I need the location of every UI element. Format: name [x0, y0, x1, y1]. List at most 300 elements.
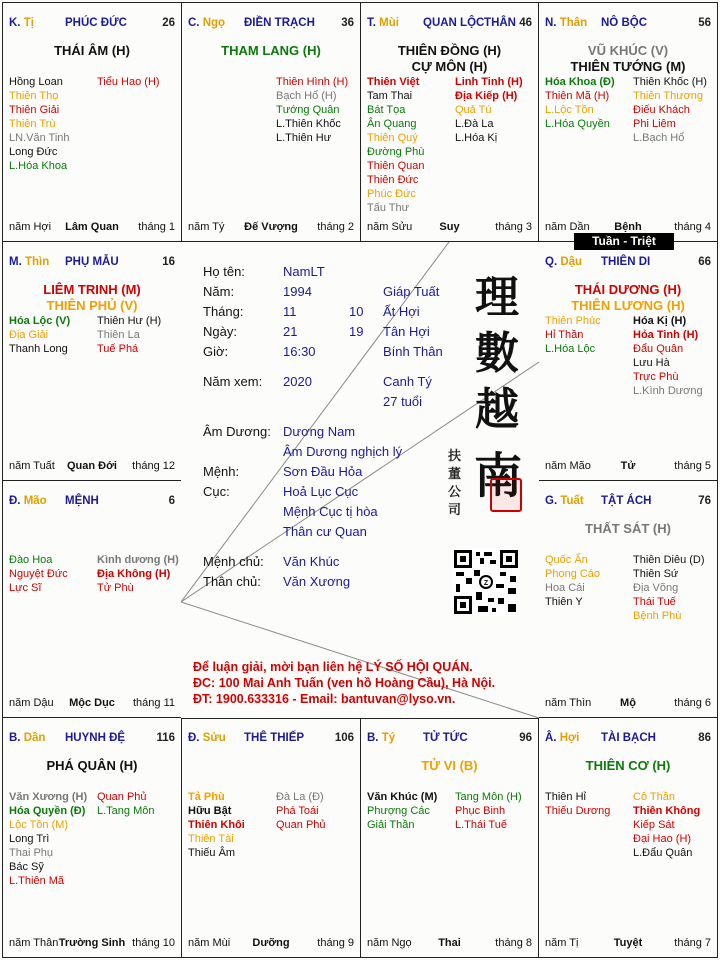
star-item: Đại Hao (H): [633, 833, 692, 845]
star-item: Ân Quang: [367, 118, 417, 130]
palace-branch: [9, 495, 47, 507]
month-label: tháng 1: [138, 221, 175, 233]
stars-left: [545, 75, 615, 131]
main-star: THIÊN PHỦ (V): [46, 298, 138, 313]
branch-name: Ngọ: [202, 17, 226, 29]
star-item: Thiên Thương: [633, 90, 704, 102]
view-year-label: Năm xem:: [203, 374, 263, 389]
palace-dau: [538, 241, 718, 481]
star-item: Bác Sỹ: [9, 861, 44, 873]
stars-right: [633, 75, 707, 145]
month-solar: 11: [283, 304, 297, 319]
contact-line-2: ĐC: 100 Mai Anh Tuấn (ven hồ Hoàng Cầu), Hà Nội.: [193, 676, 496, 690]
star-item: Văn Khúc (M): [367, 791, 438, 803]
star-item: Thai Phụ: [9, 847, 54, 859]
palace-footer: [367, 221, 532, 235]
star-item: Thái Tuế: [633, 596, 676, 608]
life-stage: Lâm Quan: [65, 221, 119, 233]
star-item: Phi Liêm: [633, 118, 676, 130]
palace-name: TÀI BẠCH: [601, 732, 656, 744]
calligraphy-char: 南: [473, 448, 522, 504]
star-item: L.Thái Tuế: [455, 819, 507, 831]
star-item: Đường Phù: [367, 146, 425, 158]
branch-name: Sửu: [202, 732, 226, 744]
main-star: CỰ MÔN (H): [411, 59, 488, 74]
star-item: Linh Tinh (H): [455, 76, 523, 88]
calligraphy-title: [467, 270, 527, 438]
palace-header: [9, 495, 175, 511]
star-item: Thiên Thọ: [9, 90, 59, 102]
star-item: Thiên Hư (H): [97, 315, 162, 327]
year-label: năm Tuất: [9, 460, 55, 472]
age-value: 27 tuổi: [383, 394, 423, 409]
star-item: Địa Giải: [9, 329, 49, 341]
main-star: THÁI DƯƠNG (H): [574, 282, 682, 297]
qr-code-icon: [452, 548, 520, 616]
branch-name: Thân: [559, 17, 588, 29]
star-item: Bạch Hổ (H): [276, 90, 337, 102]
year-value: 1994: [283, 284, 312, 299]
palace-footer: [9, 460, 175, 474]
palace-header: [188, 17, 354, 33]
star-item: Phong Cáo: [545, 568, 601, 580]
year-label: năm Mùi: [188, 937, 231, 949]
branch-name: Hợi: [559, 732, 580, 744]
star-item: Tuế Phá: [97, 343, 139, 355]
palace-number: 116: [156, 732, 175, 744]
palace-name: MỆNH: [65, 495, 99, 507]
name-label: Họ tên:: [203, 264, 245, 279]
star-item: Thiên Không: [633, 805, 701, 817]
main-star: THIÊN TƯỚNG (M): [570, 59, 686, 74]
star-item: Điếu Khách: [633, 104, 690, 116]
star-item: Lưu Hà: [633, 357, 670, 369]
star-item: L.Thiên Hư: [276, 132, 332, 144]
menh-chu-label: Mệnh chủ:: [203, 554, 264, 569]
palace-name: TỬ TỨC: [423, 732, 468, 744]
star-item: Tướng Quân: [276, 104, 340, 116]
palace-number: 56: [698, 17, 711, 29]
main-stars: [3, 282, 181, 314]
star-item: Quan Phủ: [97, 791, 147, 803]
star-item: Thiên La: [97, 329, 140, 341]
hour-can-chi: Bính Thân: [383, 344, 443, 359]
star-item: Hồng Loan: [9, 76, 63, 88]
star-item: Thiên Hình (H): [276, 76, 349, 88]
hour-value: 16:30: [283, 344, 316, 359]
palace-ty2: [360, 717, 539, 958]
star-item: Thiên Y: [545, 596, 583, 608]
star-item: Thiếu Âm: [188, 847, 236, 859]
branch-prefix: Đ.: [9, 495, 24, 507]
am-duong-label: Âm Dương:: [203, 424, 271, 439]
branch-prefix: N.: [545, 17, 560, 29]
branch-prefix: Â.: [545, 732, 560, 744]
branch-prefix: K.: [9, 17, 24, 29]
year-label: năm Dần: [545, 221, 590, 233]
branch-prefix: B.: [367, 732, 382, 744]
palace-number: 86: [698, 732, 711, 744]
stars-left: [545, 553, 600, 609]
than-chu-value: Văn Xương: [283, 574, 351, 589]
stars-left: [367, 790, 437, 832]
star-item: Nguyệt Đức: [9, 568, 68, 580]
star-item: Quả Tú: [455, 104, 492, 116]
palace-ngo: [181, 2, 361, 242]
view-year-value: 2020: [283, 374, 312, 389]
am-duong-value: Dương Nam: [283, 424, 356, 439]
palace-number: 36: [341, 17, 354, 29]
month-label: tháng 6: [674, 697, 711, 709]
red-seal-stamp: [490, 478, 522, 512]
life-stage: Bệnh: [614, 221, 642, 233]
star-item: Hữu Bật: [188, 805, 232, 817]
palace-than: [538, 2, 718, 242]
palace-ty: [2, 2, 182, 242]
star-item: Thiếu Dương: [545, 805, 611, 817]
main-star: PHÁ QUÂN (H): [46, 758, 138, 773]
year-can-chi: Giáp Tuất: [383, 284, 440, 299]
branch-prefix: G.: [545, 495, 561, 507]
star-item: L.Hóa Kị: [455, 132, 498, 144]
year-label: năm Mão: [545, 460, 591, 472]
star-item: Địa Võng: [633, 582, 679, 594]
life-stage: Trường Sinh: [58, 937, 126, 949]
calligraphy-char: 越: [475, 384, 519, 435]
month-lunar: 10: [349, 304, 364, 319]
palace-number: 46: [519, 17, 532, 29]
star-item: Thiên Sứ: [633, 568, 679, 580]
stars-right: [633, 314, 703, 398]
palace-footer: [367, 937, 532, 951]
palace-footer: [9, 937, 175, 951]
calligraphy-char: 數: [475, 328, 519, 379]
life-stage: Suy: [439, 221, 460, 233]
palace-branch: [545, 256, 582, 268]
branch-name: Mão: [23, 495, 47, 507]
branch-name: Tý: [381, 732, 396, 744]
branch-name: Tuất: [560, 495, 584, 507]
year-label: năm Dậu: [9, 697, 54, 709]
star-item: Đẩu Quân: [633, 343, 684, 355]
star-item: Tang Môn (H): [455, 791, 522, 803]
star-item: L.Hóa Lộc: [545, 343, 596, 355]
star-item: Thiên Khôi: [188, 819, 245, 831]
am-duong-note: Âm Dương nghịch lý: [283, 444, 403, 459]
palace-header: [367, 732, 532, 748]
palace-number: 6: [168, 495, 175, 507]
main-star: VŨ KHÚC (V): [587, 43, 669, 58]
month-label: Tháng:: [203, 304, 244, 319]
star-item: Thiên Quan: [367, 160, 425, 172]
palace-branch: [188, 732, 226, 744]
stars-left: [367, 75, 424, 215]
life-stage: Mộc Dục: [69, 697, 115, 709]
main-stars: [361, 43, 538, 75]
palace-branch: [9, 17, 34, 29]
stars-right: [97, 314, 161, 356]
main-star: THIÊN LƯƠNG (H): [571, 298, 685, 313]
main-star: THAM LANG (H): [221, 43, 321, 58]
palace-number: 106: [334, 732, 354, 744]
star-item: Hóa Quyền (Đ): [9, 805, 86, 817]
star-item: Trực Phù: [633, 371, 679, 383]
palace-name: NÔ BỘC: [601, 17, 647, 29]
year-label: năm Thân: [9, 937, 59, 949]
stars-right: [633, 553, 705, 623]
year-label: năm Sửu: [367, 221, 413, 233]
palace-thin: [2, 241, 182, 481]
year-label: Năm:: [203, 284, 235, 299]
star-item: Hỏa Tinh (H): [633, 329, 699, 341]
star-item: L.Đẩu Quân: [633, 847, 693, 859]
month-label: tháng 4: [674, 221, 711, 233]
than-marker: THÂN: [484, 17, 516, 29]
star-item: Tam Thai: [367, 90, 413, 102]
palace-branch: [545, 495, 584, 507]
star-item: Thiên Phúc: [545, 315, 601, 327]
palace-branch: [9, 732, 45, 744]
branch-name: Dần: [23, 732, 46, 744]
star-item: L.Tang Môn: [97, 805, 155, 817]
main-stars: [539, 758, 717, 774]
branch-name: Mùi: [379, 17, 399, 29]
star-item: L.Hóa Khoa: [9, 160, 68, 172]
palace-number: 16: [162, 256, 175, 268]
star-item: Tiểu Hao (H): [97, 76, 160, 88]
palace-footer: [545, 460, 711, 474]
palace-header: [9, 17, 175, 33]
palace-branch: [367, 732, 395, 744]
month-label: tháng 5: [674, 460, 711, 472]
palace-branch: [545, 732, 579, 744]
stars-right: [97, 553, 179, 595]
life-stage: Mộ: [620, 697, 636, 709]
star-item: L.Đà La: [455, 118, 494, 130]
main-stars: [361, 758, 538, 774]
palace-footer: [188, 937, 354, 951]
star-item: Tả Phù: [188, 791, 225, 803]
star-item: Thiên Quý: [367, 132, 418, 144]
main-star: LIÊM TRINH (M): [43, 282, 141, 297]
day-label: Ngày:: [203, 324, 237, 339]
star-item: Đào Hoa: [9, 554, 53, 566]
palace-name: HUYNH ĐỆ: [65, 732, 126, 744]
palace-number: 66: [698, 256, 711, 268]
day-lunar: 19: [349, 324, 364, 339]
life-stage: Đế Vượng: [244, 221, 298, 233]
star-item: Thiên Giải: [9, 104, 60, 116]
palace-tuat: [538, 480, 718, 718]
stars-right: [276, 75, 348, 145]
palace-header: [545, 17, 711, 33]
star-item: L.Thiên Mã: [9, 875, 65, 887]
star-item: Tấu Thư: [367, 202, 410, 214]
year-label: năm Ngọ: [367, 937, 412, 949]
stars-left: [9, 314, 70, 356]
month-can-chi: Ất Hợi: [383, 304, 420, 319]
palace-mui: [360, 2, 539, 242]
star-item: Lực Sĩ: [9, 582, 42, 594]
palace-footer: [545, 697, 711, 711]
star-item: Giải Thần: [367, 819, 415, 831]
palace-mao: [2, 480, 182, 718]
star-item: Thanh Long: [9, 343, 68, 355]
star-item: Thiên Khốc (H): [633, 76, 707, 88]
palace-number: 26: [162, 17, 175, 29]
palace-name: ĐIỀN TRẠCH: [244, 17, 315, 29]
stars-left: [9, 553, 68, 595]
hour-label: Giờ:: [203, 344, 229, 359]
menh-value: Sơn Đầu Hỏa: [283, 464, 363, 479]
palace-branch: [545, 17, 587, 29]
month-label: tháng 3: [495, 221, 532, 233]
life-stage: Tuyệt: [613, 937, 643, 949]
than-cu: Thân cư Quan: [283, 524, 367, 539]
stars-right: [97, 75, 160, 89]
life-stage: Dưỡng: [252, 937, 290, 949]
life-stage: Quan Đới: [67, 460, 117, 472]
palace-header: [9, 732, 175, 748]
star-item: Thiên Trù: [9, 118, 56, 130]
star-item: Phá Toái: [276, 805, 319, 817]
palace-name: PHỤ MẪU: [65, 256, 119, 268]
star-item: L.Thiên Khốc: [276, 118, 341, 130]
palace-name: QUAN LỘC: [423, 17, 485, 29]
star-item: Lộc Tồn (M): [9, 819, 69, 831]
star-item: Địa Kiếp (H): [455, 90, 518, 102]
palace-hoi: [538, 717, 718, 958]
branch-prefix: Q.: [545, 256, 561, 268]
month-label: tháng 10: [132, 937, 175, 949]
palace-header: [545, 495, 711, 511]
stars-right: [97, 790, 154, 818]
star-item: LN.Văn Tinh: [9, 132, 70, 144]
branch-prefix: C.: [188, 17, 203, 29]
seal-char: 公: [448, 485, 462, 500]
main-stars: [3, 758, 181, 774]
branch-prefix: T.: [367, 17, 380, 29]
star-item: Hỉ Thần: [545, 329, 584, 341]
star-item: L.Bạch Hổ: [633, 132, 685, 144]
branch-prefix: M.: [9, 256, 25, 268]
star-item: Hóa Kị (H): [633, 315, 687, 327]
palace-name: PHÚC ĐỨC: [65, 17, 127, 29]
month-label: tháng 2: [317, 221, 354, 233]
branch-prefix: B.: [9, 732, 24, 744]
palace-suu: [181, 717, 361, 958]
month-label: tháng 9: [317, 937, 354, 949]
stars-left: [545, 790, 610, 818]
star-item: Địa Không (H): [97, 568, 171, 580]
star-item: L.Kình Dương: [633, 385, 703, 397]
palace-footer: [9, 221, 175, 235]
palace-name: THIÊN DI: [601, 256, 651, 268]
branch-name: Dậu: [560, 256, 583, 268]
main-stars: [539, 521, 717, 537]
star-item: Hóa Lộc (V): [9, 315, 71, 327]
palace-branch: [188, 17, 225, 29]
palace-footer: [9, 697, 175, 711]
main-stars: [539, 282, 717, 314]
star-item: L.Lộc Tồn: [545, 104, 594, 116]
cuc-label: Cục:: [203, 484, 230, 499]
nam-character-with-seal: [470, 446, 526, 518]
star-item: Bệnh Phù: [633, 610, 682, 622]
star-item: Thiên Diêu (D): [633, 554, 705, 566]
day-solar: 21: [283, 324, 298, 339]
main-star: TỬ VI (B): [421, 758, 478, 773]
view-year-can-chi: Canh Tý: [383, 374, 432, 389]
palace-name: THÊ THIẾP: [244, 732, 305, 744]
main-star: THÁI ÂM (H): [54, 43, 130, 58]
star-item: Cô Thần: [633, 791, 675, 803]
small-seal-text: [448, 448, 466, 520]
branch-name: Thìn: [24, 256, 50, 268]
month-label: tháng 8: [495, 937, 532, 949]
star-item: L.Hóa Quyền: [545, 118, 610, 130]
than-chu-label: Thân chủ:: [203, 574, 261, 589]
star-item: Tử Phù: [97, 582, 134, 594]
star-item: Phục Binh: [455, 805, 506, 817]
contact-line-1: Để luận giải, mời bạn liên hệ LÝ SỐ HỘI QUÁN.: [193, 660, 473, 674]
palace-header: [9, 256, 175, 272]
star-item: Thiên Mã (H): [545, 90, 610, 102]
cuc-value: Hoả Lục Cục: [283, 484, 359, 499]
palace-number: 76: [698, 495, 711, 507]
branch-prefix: Đ.: [188, 732, 203, 744]
name-value: NamLT: [283, 264, 325, 279]
branch-name: Tị: [23, 17, 34, 29]
palace-footer: [188, 221, 354, 235]
star-item: Phượng Các: [367, 805, 430, 817]
palace-header: [545, 732, 711, 748]
cuc-relation: Mệnh Cục tị hòa: [283, 504, 378, 519]
star-item: Hoa Cái: [545, 582, 585, 594]
year-label: năm Tị: [545, 937, 579, 949]
main-stars: [182, 43, 360, 59]
seal-char: 董: [448, 467, 462, 482]
stars-left: [9, 75, 70, 173]
stars-left: [188, 790, 245, 860]
menh-label: Mệnh:: [203, 464, 240, 479]
star-item: Thiên Đức: [367, 174, 419, 186]
palace-name: TẬT ÁCH: [601, 495, 652, 507]
year-label: năm Hợi: [9, 221, 52, 233]
palace-header: [545, 256, 711, 272]
stars-right: [633, 790, 700, 860]
calligraphy-char: 理: [475, 272, 519, 323]
year-label: năm Tý: [188, 221, 225, 233]
star-item: Quốc Ấn: [545, 554, 588, 566]
year-label: năm Thìn: [545, 697, 592, 709]
palace-number: 96: [519, 732, 532, 744]
palace-branch: [9, 256, 49, 268]
stars-right: [455, 790, 522, 832]
palace-branch: [367, 17, 399, 29]
main-star: THIÊN ĐỒNG (H): [397, 43, 502, 58]
day-can-chi: Tân Hợi: [383, 324, 430, 339]
main-stars: [3, 43, 181, 59]
star-item: Kình dương (H): [97, 554, 179, 566]
star-item: Hóa Khoa (Đ): [545, 76, 615, 88]
month-label: tháng 11: [132, 697, 175, 709]
palace-header: [188, 732, 354, 748]
star-item: Phúc Đức: [367, 188, 416, 200]
seal-char: 扶: [448, 449, 462, 464]
star-item: Long Trì: [9, 833, 50, 845]
palace-footer: [545, 937, 711, 951]
